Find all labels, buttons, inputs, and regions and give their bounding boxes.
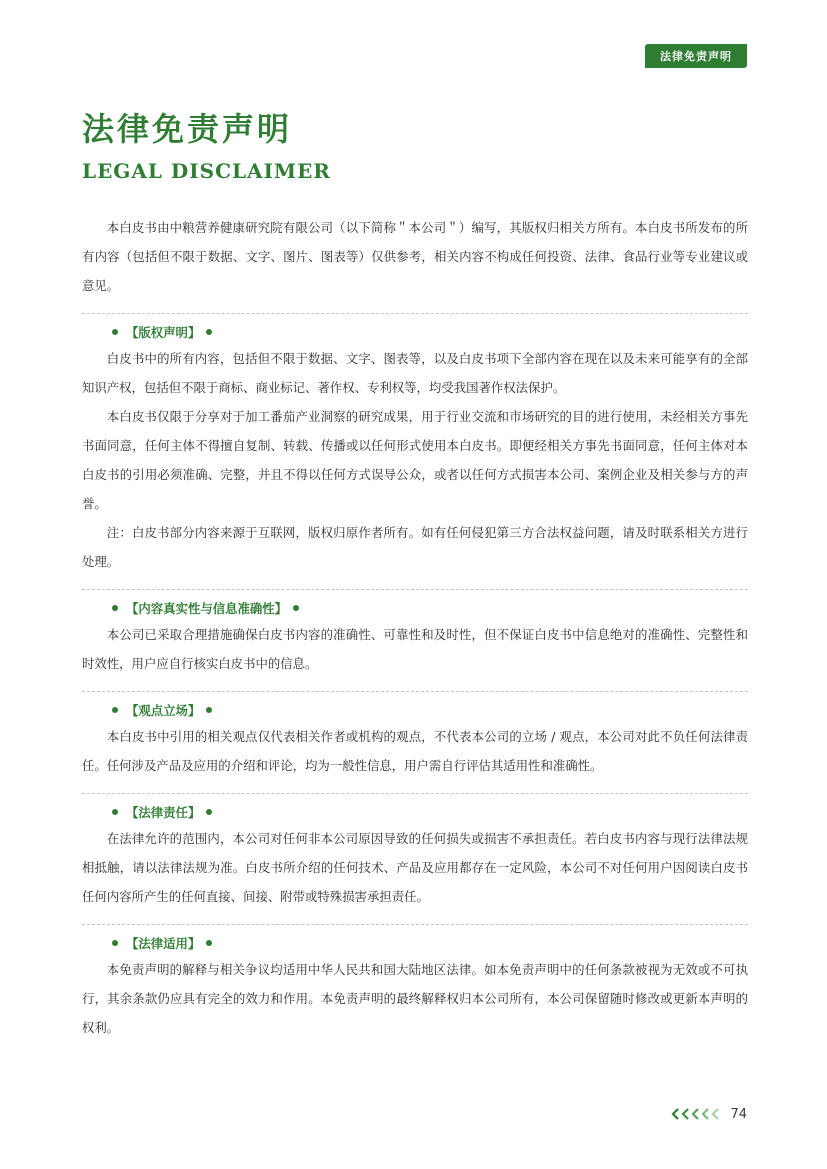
section-paragraph: 在法律允许的范围内，本公司对任何非本公司原因导致的任何损失或损害不承担责任。若白皮书内容与现行法律法规相抵触，请以法律法规为准。白皮书所介绍的任何技术、产品及应用都存在一定风险，本公司不对任何用户因阅读白皮书任何内容所产生的任何直接、间接、附带或特殊损害承担责任。	[82, 831, 748, 904]
bullet-dot-icon	[206, 940, 212, 946]
section-heading: 【法律适用】	[126, 936, 201, 951]
section-divider	[82, 589, 748, 590]
page-footer	[668, 1103, 747, 1125]
section-header-liability	[84, 802, 748, 822]
page-title: 法律免责声明	[82, 110, 293, 148]
section-paragraph: 本白皮书中引用的相关观点仅代表相关作者或机构的观点，不代表本公司的立场 / 观点，本公司对此不负任何法律责任。任何涉及产品及应用的介绍和评论，均为一般性信息，用户需自行评估其适用性和准确性。	[82, 729, 748, 773]
bullet-dot-icon	[206, 707, 212, 713]
section-heading: 【版权声明】	[126, 325, 201, 340]
section-divider	[82, 313, 748, 314]
bullet-dot-icon	[112, 329, 118, 335]
header-tab-label: 法律免责声明	[645, 44, 747, 68]
section-paragraph: 本免责声明的解释与相关争议均适用中华人民共和国大陆地区法律。如本免责声明中的任何条款被视为无效或不可执行，其余条款仍应具有完全的效力和作用。本免责声明的最终解释权归本公司所有，本公司保留随时修改或更新本声明的权利。	[82, 962, 748, 1035]
page-number: 74	[730, 1106, 747, 1122]
section-heading: 【法律责任】	[126, 805, 201, 820]
bullet-dot-icon	[206, 329, 212, 335]
section-divider	[82, 793, 748, 794]
section-heading: 【观点立场】	[126, 703, 201, 718]
bullet-dot-icon	[293, 605, 299, 611]
section-header-viewpoint	[84, 700, 748, 720]
section-divider	[82, 691, 748, 692]
bullet-dot-icon	[112, 940, 118, 946]
section-divider	[82, 924, 748, 925]
section-header-accuracy	[84, 598, 748, 618]
bullet-dot-icon	[112, 707, 118, 713]
disclaimer-content	[82, 213, 748, 1042]
bullet-dot-icon	[206, 809, 212, 815]
section-paragraph: 白皮书中的所有内容，包括但不限于数据、文字、图表等，以及白皮书项下全部内容在现在以及未来可能享有的全部知识产权，包括但不限于商标、商业标记、著作权、专利权等，均受我国著作权法保护。	[82, 351, 748, 395]
section-paragraph: 注：白皮书部分内容来源于互联网，版权归原作者所有。如有任何侵犯第三方合法权益问题，请及时联系相关方进行处理。	[82, 525, 748, 569]
section-paragraph: 本公司已采取合理措施确保白皮书内容的准确性、可靠性和及时性，但不保证白皮书中信息绝对的准确性、完整性和时效性，用户应自行核实白皮书中的信息。	[82, 627, 748, 671]
chevron-left-icon	[668, 1107, 722, 1121]
page-subtitle: LEGAL DISCLAIMER	[82, 159, 331, 183]
bullet-dot-icon	[112, 809, 118, 815]
section-header-copyright	[84, 322, 748, 342]
intro-paragraph: 本白皮书由中粮营养健康研究院有限公司（以下简称＂本公司＂）编写，其版权归相关方所有。本白皮书所发布的所有内容（包括但不限于数据、文字、图片、图表等）仅供参考，相关内容不构成任何投资、法律、食品行业等专业建议或意见。	[82, 220, 748, 293]
section-header-governing-law	[84, 933, 748, 953]
bullet-dot-icon	[112, 605, 118, 611]
section-paragraph: 本白皮书仅限于分享对于加工番茄产业洞察的研究成果，用于行业交流和市场研究的目的进行使用，未经相关方事先书面同意，任何主体不得擅自复制、转载、传播或以任何形式使用本白皮书。即便经相关方事先书面同意，任何主体对本白皮书的引用必须准确、完整，并且不得以任何方式误导公众，或者以任何方式损害本公司、案例企业及相关参与方的声誉。	[82, 409, 748, 511]
section-heading: 【内容真实性与信息准确性】	[126, 601, 288, 616]
